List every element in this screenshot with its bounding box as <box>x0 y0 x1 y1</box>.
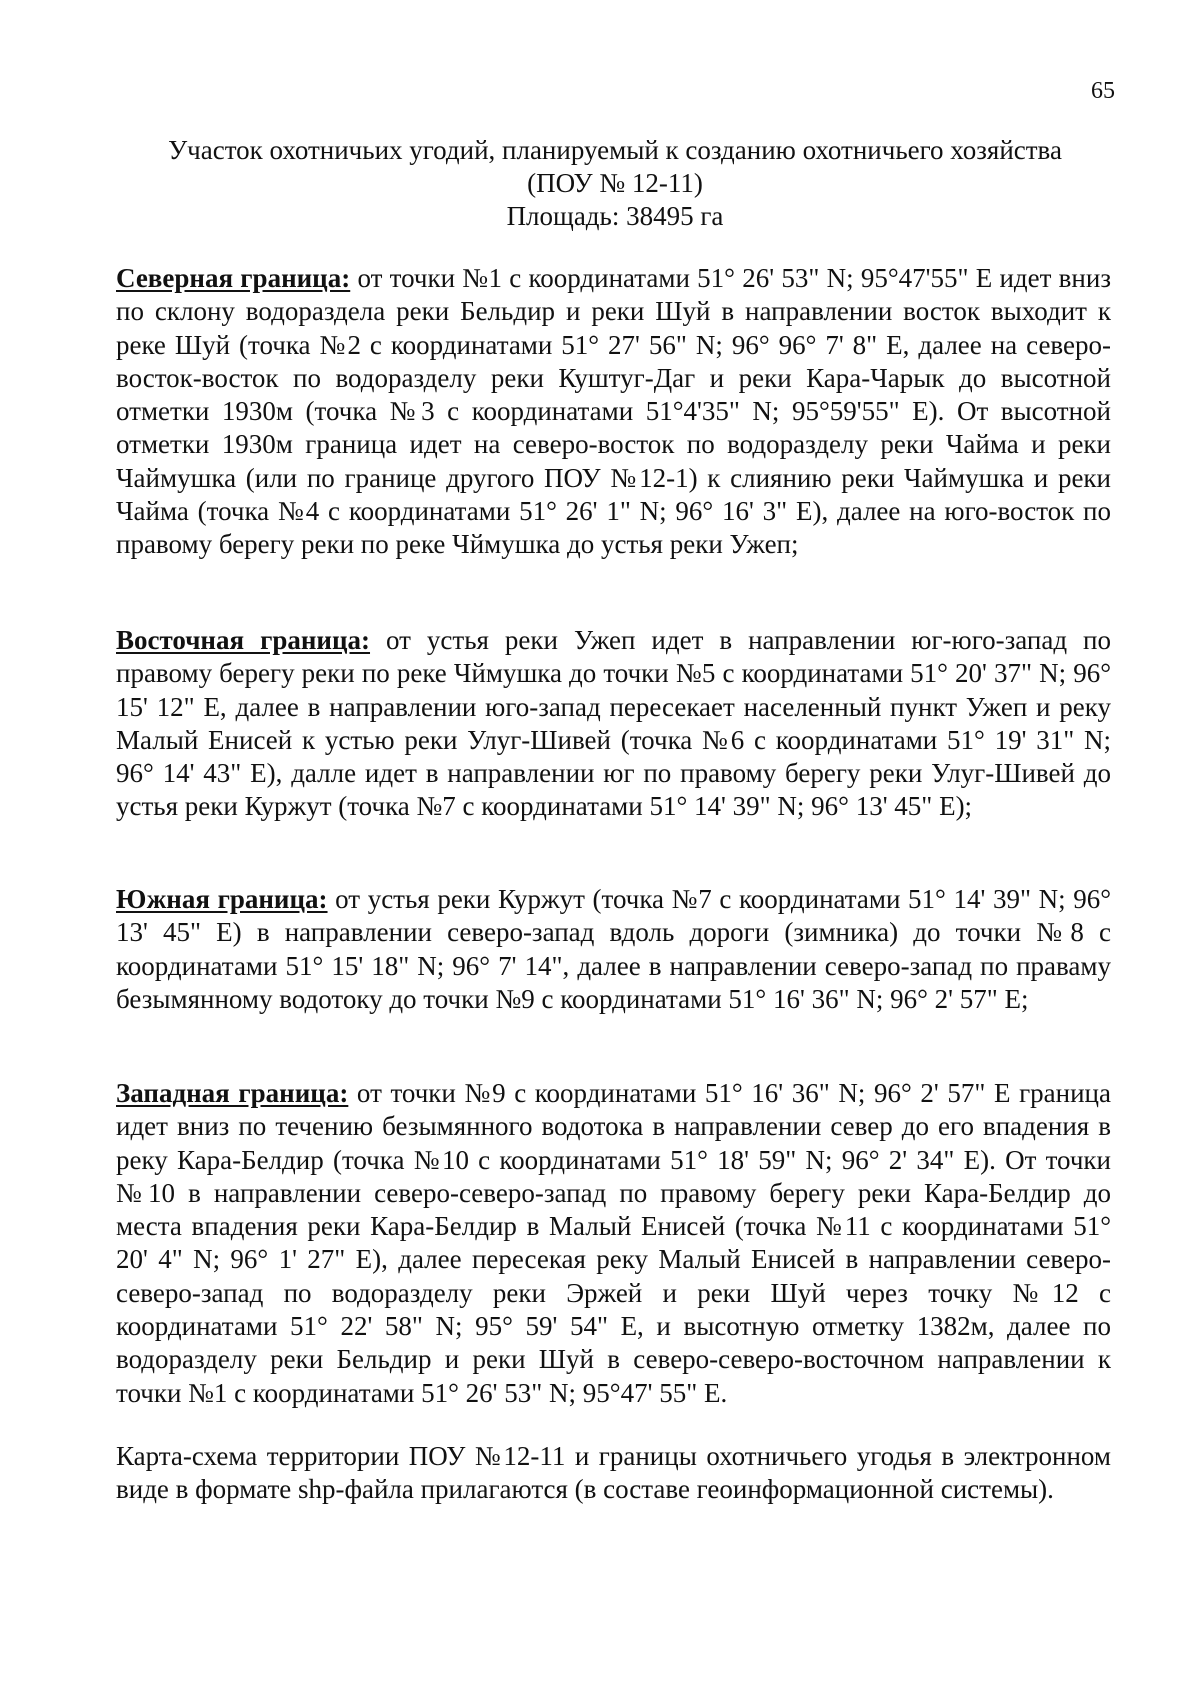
west-boundary-text: от точки №9 с координатами 51° 16' 36" N; 96° 2' 57" Е граница идет вниз по течению безымянного водотока в направлении север до его впадения в реку Кара-Белдир (точка №10 с координатами 51° 18' 59" N; 96° 2' 34" Е). От точки №10 в направлении северо-северо-запад по правому берегу реки Кара-Белдир до места впадения реки Кара-Белдир в Малый Енисей (точка №11 с координатами 51° 20' 4" N; 96° 1' 27" Е), далее пересекая реку Малый Енисей в направлении северо-северо-запад по водоразделу реки Эржей и реки Шуй через точку №12 с координатами 51° 22' 58" N; 95° 59' 54" Е, и высотную отметку 1382м, далее по водоразделу реки Бельдир и реки Шуй в северо-северо-восточном направлении к точки №1 с координатами 51° 26' 53" N; 95°47' 55" Е. <box>116 1078 1111 1408</box>
west-boundary-paragraph <box>116 1077 1111 1410</box>
header-area: Площадь: 38495 га <box>506 201 724 231</box>
page-number: 65 <box>1091 78 1115 104</box>
south-boundary-text: от устья реки Куржут (точка №7 с координатами 51° 14' 39" N; 96° 13' 45" Е) в направлении северо-запад вдоль дороги (зимника) до точки №8 с координатами 51° 15' 18" N; 96° 7' 14", далее в направлении северо-запад по праваму безымянному водотоку до точки №9 с координатами 51° 16' 36" N; 96° 2' 57" Е; <box>116 884 1111 1014</box>
north-boundary-paragraph <box>116 262 1111 562</box>
north-boundary-text: от точки №1 с координатами 51° 26' 53" N; 95°47'55" Е идет вниз по склону водораздела реки Бельдир и реки Шуй в направлении восток выходит к реке Шуй (точка №2 с координатами 51° 27' 56" N; 96° 96° 7' 8" Е, далее на северо-восток-восток по водоразделу реки Куштуг-Даг и реки Кара-Чарык до высотной отметки 1930м (точка №3 с координатами 51°4'35" N; 95°59'55" Е). От высотной отметки 1930м граница идет на северо-восток по водоразделу реки Чайма и реки Чаймушка (или по границе другого ПОУ №12-1) к слиянию реки Чаймушка и реки Чайма (точка №4 с координатами 51° 26' 1" N; 96° 16' 3" Е), далее на юго-восток по правому берегу реки по реке Чймушка до устья реки Ужеп; <box>116 263 1111 560</box>
south-boundary-paragraph <box>116 883 1111 1016</box>
header-subtitle: (ПОУ № 12-11) <box>527 168 703 198</box>
south-boundary-title: Южная граница: <box>116 884 328 914</box>
map-scheme-note: Карта-схема территории ПОУ №12-11 и границы охотничьего угодья в электронном виде в формате shp-файла прилагаются (в составе геоинформационной системы). <box>116 1441 1111 1505</box>
document-header <box>100 134 1130 233</box>
east-boundary-title: Восточная граница: <box>116 625 371 655</box>
header-title: Участок охотничьих угодий, планируемый к созданию охотничьего хозяйства <box>168 135 1062 165</box>
west-boundary-title: Западная граница: <box>116 1078 349 1108</box>
east-boundary-text: от устья реки Ужеп идет в направлении юг-юго-запад по правому берегу реки по реке Чймушка до точки №5 с координатами 51° 20' 37" N; 96° 15' 12" Е, далее в направлении юго-запад пересекает населенный пункт Ужеп и реку Малый Енисей к устью реки Улуг-Шивей (точка №6 с координатами 51° 19' 31" N; 96° 14' 43" Е), далле идет в направлении юг по правому берегу реки Улуг-Шивей до устья реки Куржут (точка №7 с координатами 51° 14' 39" N; 96° 13' 45" Е); <box>116 625 1111 822</box>
north-boundary-title: Северная граница: <box>116 263 351 293</box>
east-boundary-paragraph <box>116 624 1111 824</box>
